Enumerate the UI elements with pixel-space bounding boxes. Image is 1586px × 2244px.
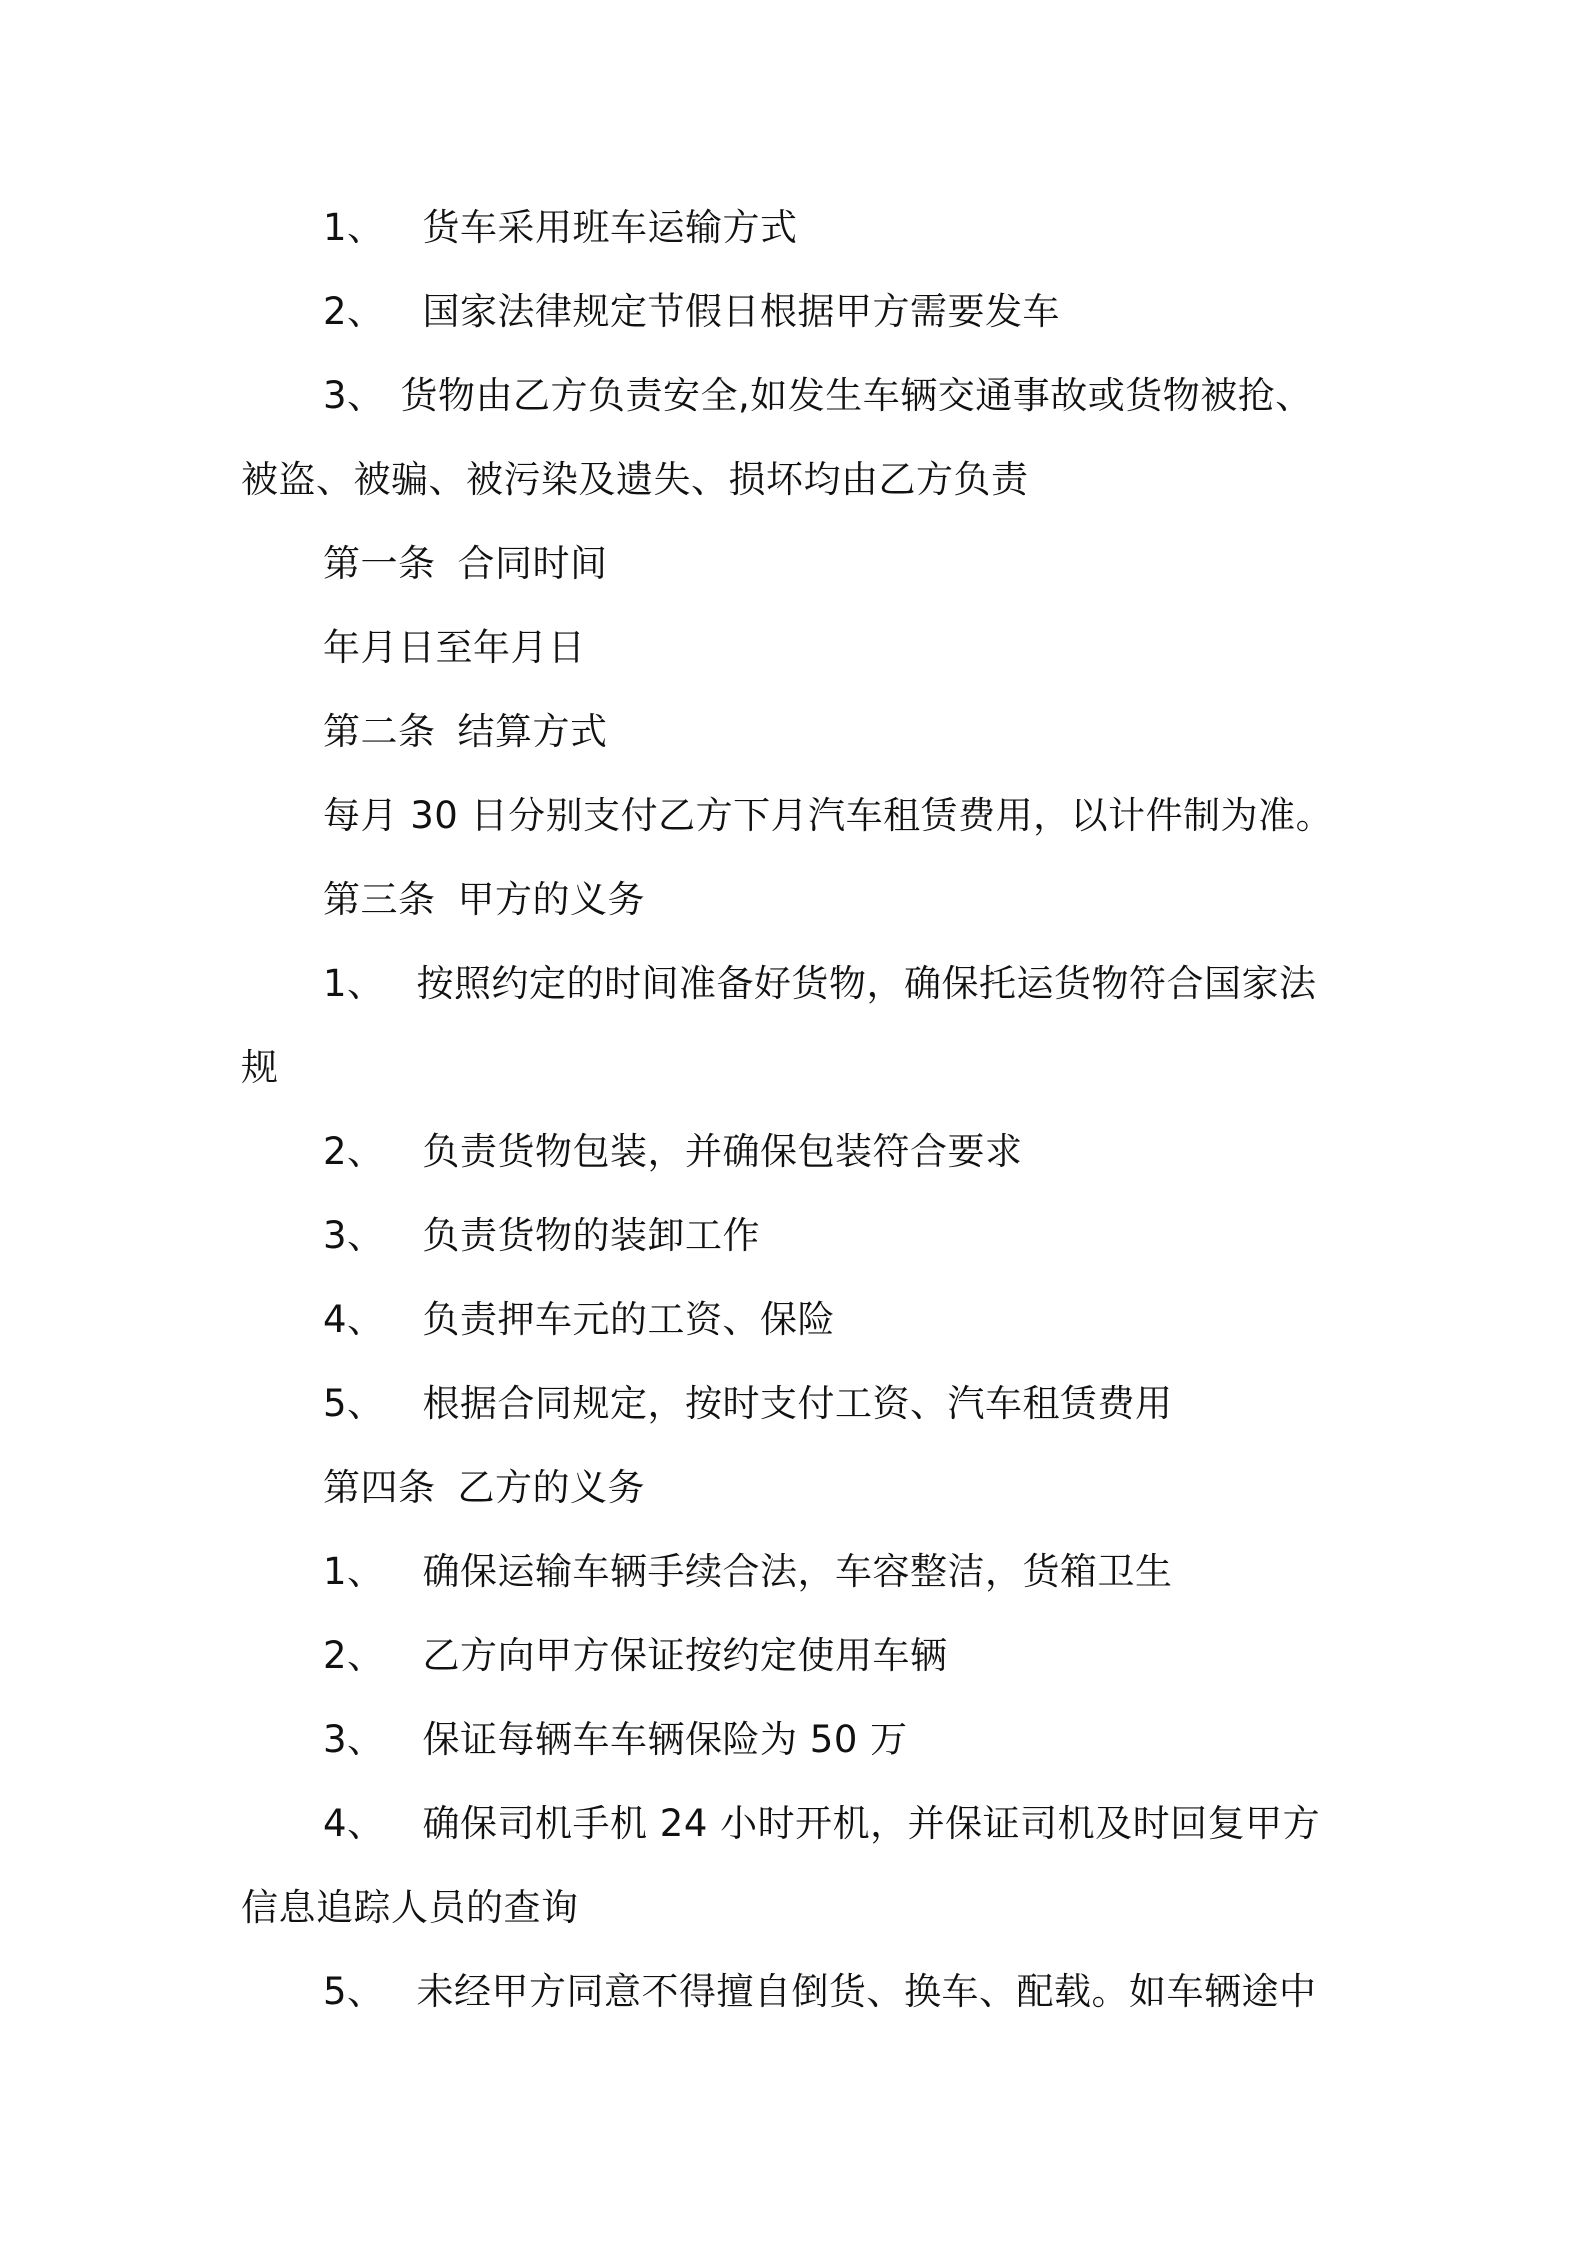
paragraph-text: 每月 30 日分别支付乙方下月汽车租赁费用，以计件制为准。 xyxy=(323,794,1334,837)
party-a-duty-3 xyxy=(323,1214,760,1258)
party-b-duty-4 xyxy=(323,1802,1320,1846)
clause-item-3-continued xyxy=(241,458,1029,502)
paragraph-text: 年月日至年月日 xyxy=(323,626,586,669)
article-3-heading xyxy=(323,878,645,922)
item-text: 国家法律规定节假日根据甲方需要发车 xyxy=(422,290,1061,333)
article-title: 甲方的义务 xyxy=(457,878,645,921)
item-number: 3、 xyxy=(323,374,385,417)
item-number: 5、 xyxy=(323,1382,385,1425)
item-text: 确保运输车辆手续合法，车容整洁，货箱卫生 xyxy=(422,1550,1173,1593)
item-number: 4、 xyxy=(323,1298,385,1341)
settlement-text xyxy=(323,794,1333,838)
party-a-duty-4 xyxy=(323,1298,835,1342)
article-number: 第四条 xyxy=(323,1466,436,1509)
item-text: 被盗、被骗、被污染及遗失、损坏均由乙方负责 xyxy=(241,458,1029,501)
item-number: 3、 xyxy=(323,1214,385,1257)
item-text: 按照约定的时间准备好货物，确保托运货物符合国家法 xyxy=(416,962,1317,1005)
article-2-heading xyxy=(323,710,608,754)
party-a-duty-1-continued xyxy=(241,1046,279,1090)
item-number: 1、 xyxy=(323,1550,385,1593)
article-1-heading xyxy=(323,542,608,586)
item-number: 3、 xyxy=(323,1718,385,1761)
item-text: 规 xyxy=(241,1046,279,1089)
item-number: 2、 xyxy=(323,1130,385,1173)
party-a-duty-2 xyxy=(323,1130,1023,1174)
party-b-duty-2 xyxy=(323,1634,948,1678)
article-number: 第三条 xyxy=(323,878,436,921)
clause-item-1 xyxy=(323,206,798,250)
party-b-duty-4-continued xyxy=(241,1886,579,1930)
item-text: 信息追踪人员的查询 xyxy=(241,1886,579,1929)
article-title: 结算方式 xyxy=(457,710,608,753)
item-text: 根据合同规定，按时支付工资、汽车租赁费用 xyxy=(422,1382,1173,1425)
item-text: 货车采用班车运输方式 xyxy=(422,206,798,249)
item-number: 2、 xyxy=(323,1634,385,1677)
party-a-duty-1 xyxy=(323,962,1317,1006)
item-number: 1、 xyxy=(323,962,385,1005)
item-text: 负责货物包装，并确保包装符合要求 xyxy=(422,1130,1023,1173)
clause-item-3 xyxy=(323,374,1313,418)
party-b-duty-1 xyxy=(323,1550,1173,1594)
article-4-heading xyxy=(323,1466,645,1510)
article-title: 合同时间 xyxy=(457,542,608,585)
item-text: 负责押车元的工资、保险 xyxy=(422,1298,836,1341)
party-b-duty-5 xyxy=(323,1970,1317,2014)
contract-period-text xyxy=(323,626,586,670)
party-a-duty-5 xyxy=(323,1382,1173,1426)
item-text: 保证每辆车车辆保险为 50 万 xyxy=(422,1718,908,1761)
item-text: 乙方向甲方保证按约定使用车辆 xyxy=(422,1634,948,1677)
item-number: 1、 xyxy=(323,206,385,249)
item-number: 5、 xyxy=(323,1970,385,2013)
party-b-duty-3 xyxy=(323,1718,908,1762)
article-number: 第二条 xyxy=(323,710,436,753)
item-text: 货物由乙方负责安全,如发生车辆交通事故或货物被抢、 xyxy=(400,374,1313,417)
clause-item-2 xyxy=(323,290,1060,334)
article-number: 第一条 xyxy=(323,542,436,585)
item-number: 2、 xyxy=(323,290,385,333)
item-number: 4、 xyxy=(323,1802,385,1845)
item-text: 负责货物的装卸工作 xyxy=(422,1214,761,1257)
article-title: 乙方的义务 xyxy=(457,1466,645,1509)
item-text: 未经甲方同意不得擅自倒货、换车、配载。如车辆途中 xyxy=(416,1970,1317,2013)
item-text: 确保司机手机 24 小时开机，并保证司机及时回复甲方 xyxy=(422,1802,1321,1845)
